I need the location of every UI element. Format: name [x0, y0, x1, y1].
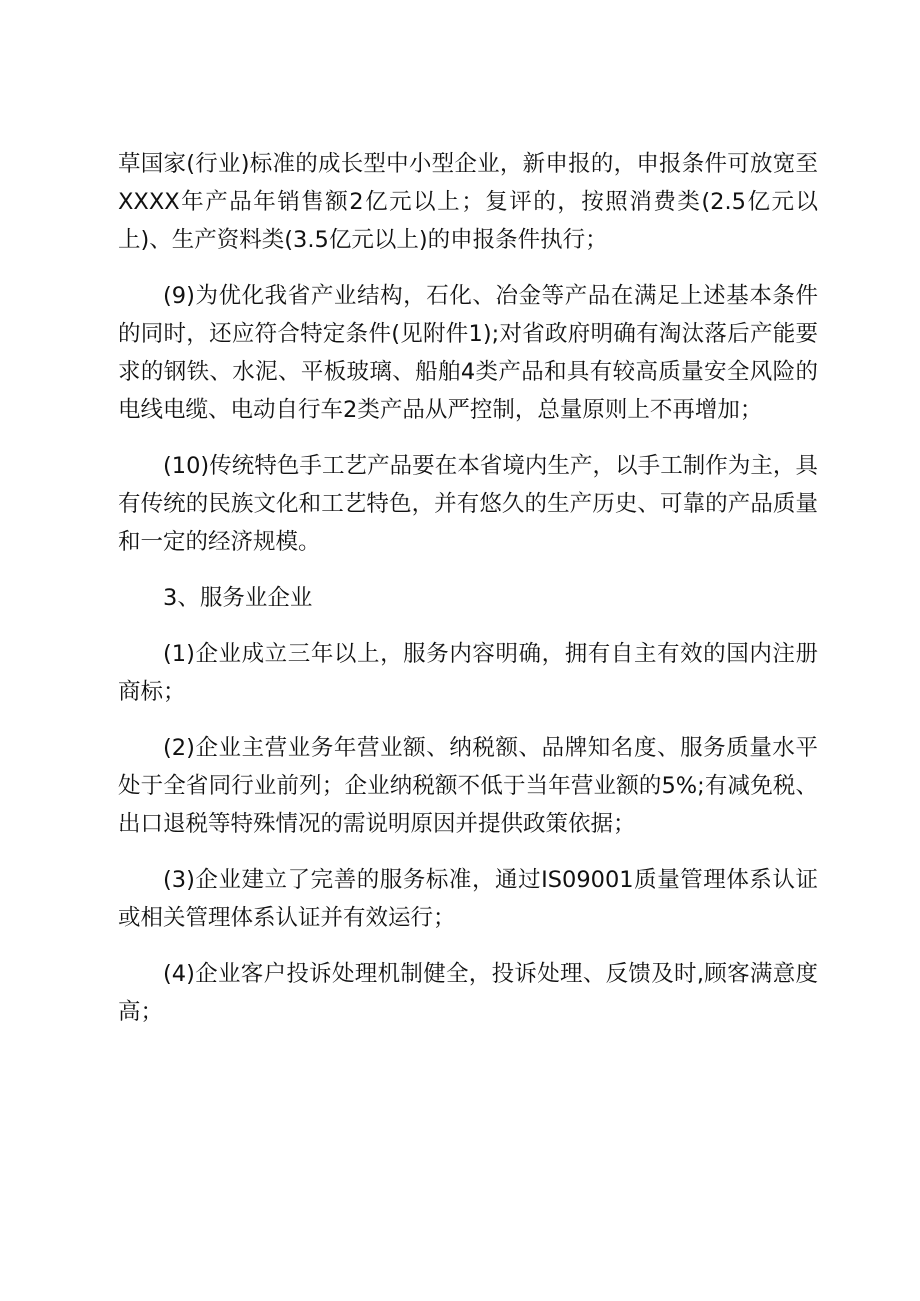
paragraph-service-item-3: (3)企业建立了完善的服务标准，通过IS09001质量管理体系认证或相关管理体系认证并有效运行；	[118, 867, 818, 931]
paragraph-service-item-4: (4)企业客户投诉处理机制健全，投诉处理、反馈及时,顾客满意度高；	[118, 961, 818, 1025]
section-heading-service: 3、服务业企业	[163, 585, 313, 611]
paragraph-service-item-2: (2)企业主营业务年营业额、纳税额、品牌知名度、服务质量水平处于全省同行业前列；企业纳税额不低于当年营业额的5%;有减免税、出口退税等特殊情况的需说明原因并提供政策依据；	[118, 735, 818, 837]
document-body	[118, 145, 818, 1049]
paragraph-continuation: 草国家(行业)标准的成长型中小型企业，新申报的，申报条件可放宽至XXXX年产品年销售额2亿元以上；复评的，按照消费类(2.5亿元以上)、生产资料类(3.5亿元以上)的申报条件执行；	[118, 151, 818, 253]
paragraph-service-item-1: (1)企业成立三年以上，服务内容明确，拥有自主有效的国内注册商标；	[118, 641, 818, 705]
paragraph-item-9: (9)为优化我省产业结构，石化、冶金等产品在满足上述基本条件的同时，还应符合特定条件(见附件1);对省政府明确有淘汰落后产能要求的钢铁、水泥、平板玻璃、船舶4类产品和具有较高质量安全风险的电线电缆、电动自行车2类产品从严控制，总量原则上不再增加；	[118, 283, 818, 423]
paragraph-item-10: (10)传统特色手工艺产品要在本省境内生产，以手工制作为主，具有传统的民族文化和工艺特色，并有悠久的生产历史、可靠的产品质量和一定的经济规模。	[118, 453, 818, 555]
